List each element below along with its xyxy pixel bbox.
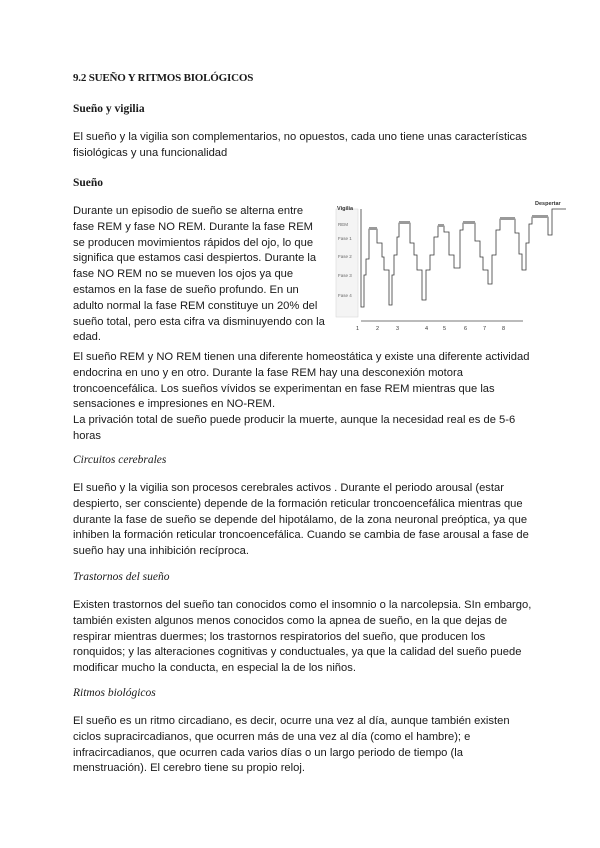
- subheading-sueno-vigilia: Sueño y vigilia: [73, 103, 145, 115]
- hour-label: 8: [502, 326, 506, 332]
- rem-period: [438, 224, 444, 227]
- subheading-trastornos: Trastornos del sueño: [73, 571, 170, 583]
- label-fase-2: Fase 2: [338, 254, 352, 259]
- hour-label: 2: [376, 326, 380, 332]
- hour-label: 3: [396, 326, 400, 332]
- label-fase-3: Fase 3: [338, 273, 352, 278]
- label-fase-4: Fase 4: [338, 293, 352, 298]
- paragraph-sueno-1: Durante un episodio de sueño se alterna entre fase REM y fase NO REM. Durante la fase REM se producen movimientos rápidos del ojo, lo que significa que estamos casi despiertos. Durante la fase NO REM no se mueven los ojos ya que estamos en la fase de sueño profundo. En un adulto normal la fase REM constituye un 20% del sueño total, pero esta cifra va disminuyendo con la edad.: [73, 205, 325, 344]
- rem-period: [399, 221, 410, 224]
- paragraph-circuitos: El sueño y la vigilia son procesos cerebrales activos . Durante el periodo arousal (estar despierto, ser consciente) depende de la formación reticular troncoencefálica mientras que durante la fase de sueño se depende del hipotálamo, de la zona neuronal preóptica, ya que inhiben la formación reticular troncoencefálica. Cuando se cambia de fase arousal a fase de sueño hay una inhibición recíproca.: [73, 482, 529, 558]
- rem-period: [532, 215, 548, 218]
- hour-label: 5: [443, 326, 447, 332]
- label-rem: REM: [338, 222, 348, 227]
- paragraph-trastornos: Existen trastornos del sueño tan conocidos como el insomnio o la narcolepsia. SIn embargo, también existen algunos menos conocidos como la apnea de sueño, en la que dejas de respirar mientras duermes; los trastornos respiratorios del sueño, que producen los ronquidos; y las alteraciones cognitivas y conductuales, ya que la calidad del sueño puede modificar mucho la conducta, en especial la de los niños.: [73, 599, 532, 675]
- hour-ticks: [356, 326, 505, 332]
- hour-label: 7: [483, 326, 487, 332]
- subheading-sueno: Sueño: [73, 177, 104, 189]
- section-heading: 9.2 SUEÑO Y RITMOS BIOLÓGICOS: [73, 72, 254, 84]
- paragraph-ritmos: El sueño es un ritmo circadiano, es decir, ocurre una vez al día, aunque también existen ciclos supracircadianos, que ocurren más de una vez al día (como el hambre); e infracircadianos, que ocurren cada varios días o un largo periodo de tiempo (la menstruación). El cerebro tiene su propio reloj.: [73, 715, 510, 775]
- subheading-circuitos: Circuitos cerebrales: [73, 454, 167, 466]
- rem-period: [463, 221, 475, 224]
- label-fase-1: Fase 1: [338, 236, 352, 241]
- hour-label: 1: [356, 326, 360, 332]
- paragraph-sueno-3: La privación total de sueño puede producir la muerte, aunque la necesidad real es de 5-6 horas: [73, 414, 516, 442]
- sleep-stages-diagram: [333, 197, 566, 337]
- paragraph-sueno-vigilia: El sueño y la vigilia son complementarios, no opuestos, cada uno tiene unas características fisiológicas y una funcionalidad: [73, 131, 527, 159]
- subheading-ritmos: Ritmos biológicos: [73, 687, 156, 699]
- label-vigilia: Vigilia: [337, 206, 354, 212]
- label-despertar: Despertar: [535, 201, 561, 207]
- rem-periods: [369, 215, 548, 230]
- hour-label: 6: [464, 326, 468, 332]
- rem-period: [369, 227, 377, 230]
- hour-label: 4: [425, 326, 429, 332]
- rem-period: [500, 217, 515, 220]
- paragraph-sueno-2: El sueño REM y NO REM tienen una diferente homeostática y existe una diferente actividad endocrina en uno y en otro. Durante la fase REM hay una desconexión motora troncoencefálica. Los sueños vívidos se experimentan en fase REM mientras que las sensaciones e impresiones en NO-REM.: [73, 351, 530, 411]
